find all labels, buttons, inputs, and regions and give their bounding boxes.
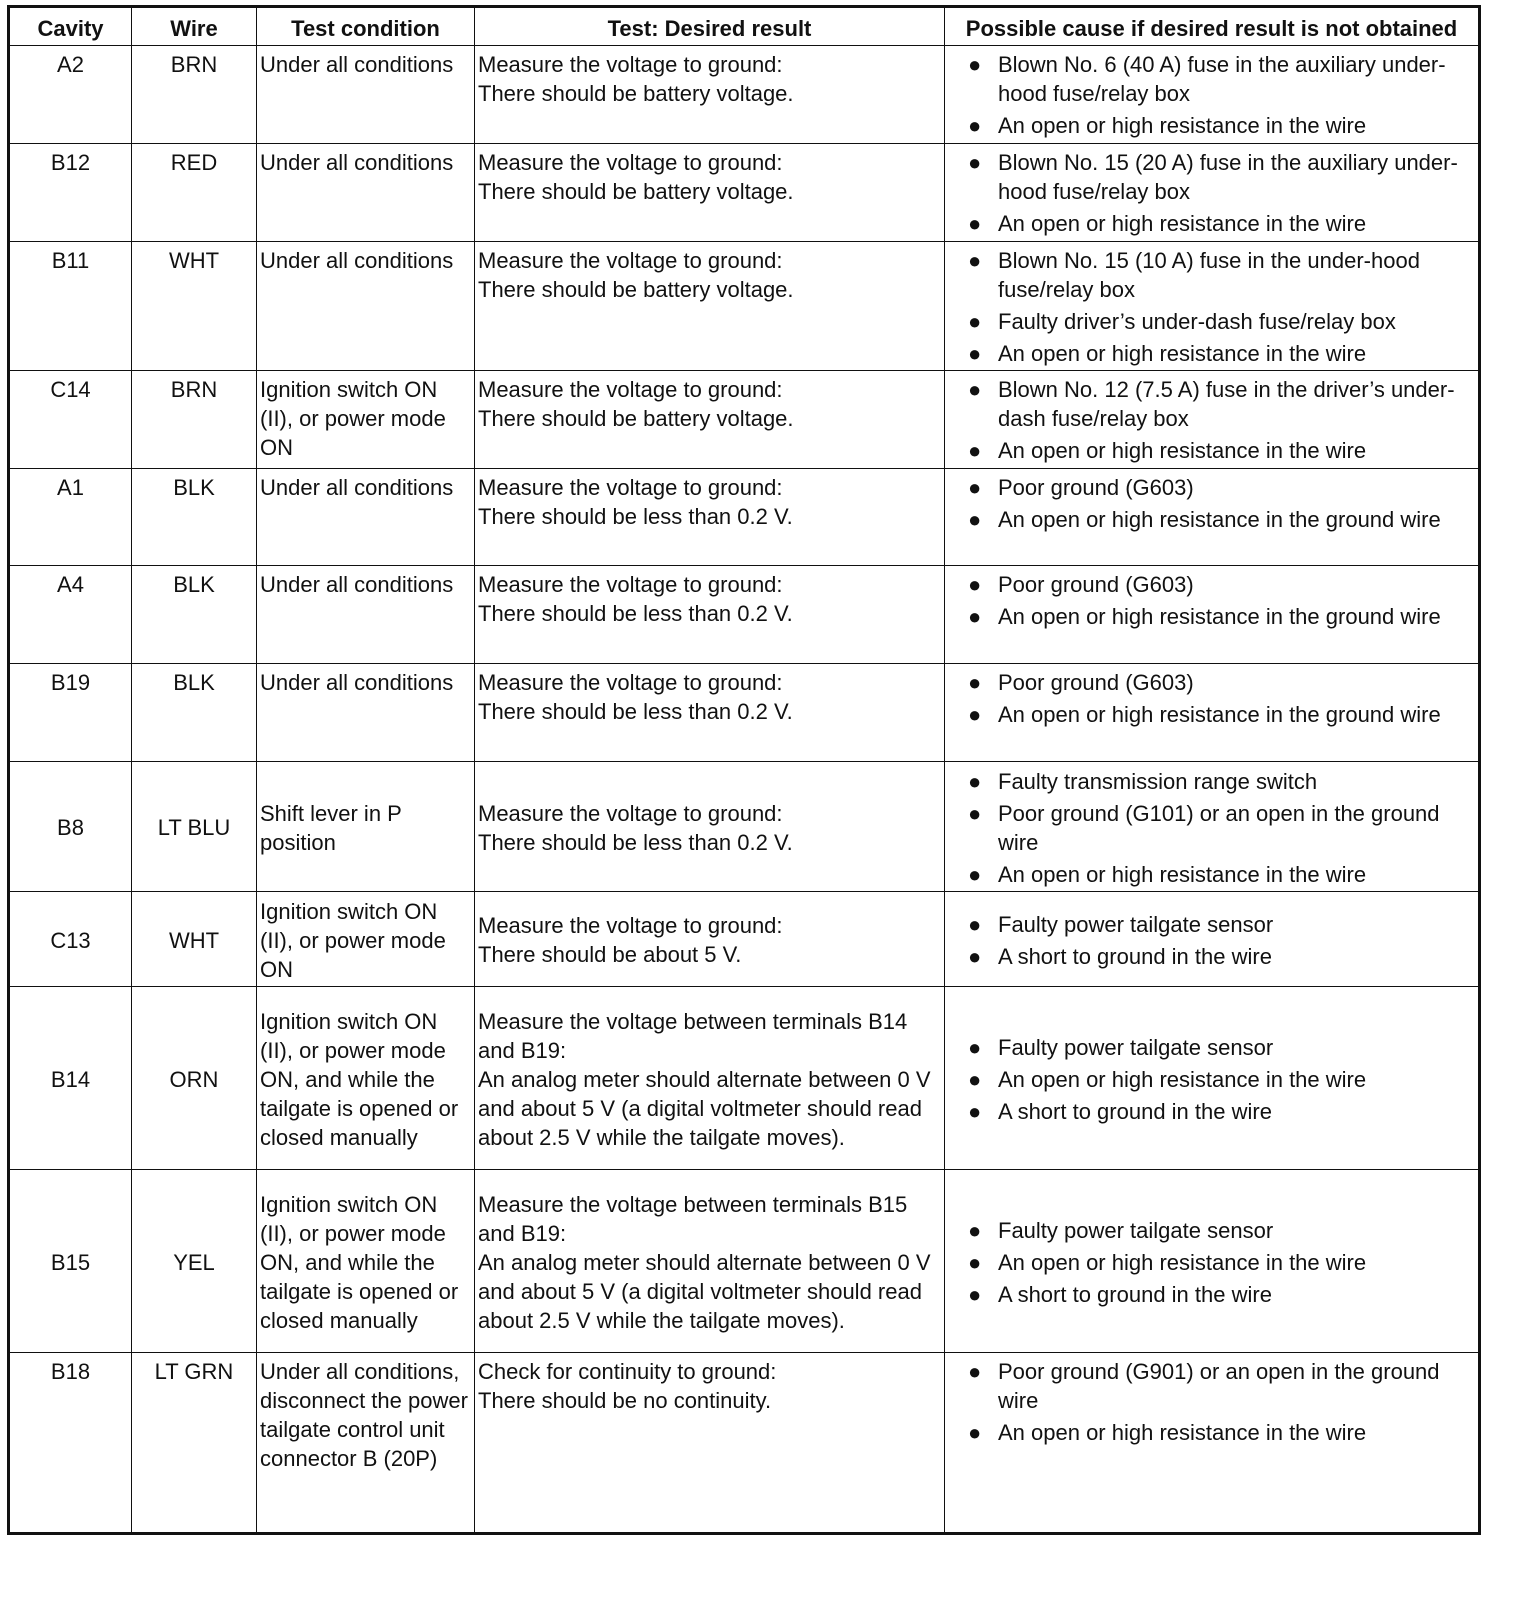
- cause-text: A short to ground in the wire: [998, 1281, 1272, 1307]
- result-line: Check for continuity to ground:: [478, 1359, 777, 1384]
- cause-list: [948, 910, 1475, 971]
- cause-list: [948, 148, 1475, 238]
- cause-text: Faulty driver’s under-dash fuse/relay box: [998, 309, 1396, 334]
- cavity-cell: A2: [9, 46, 132, 144]
- cause-item: [948, 246, 1475, 304]
- cause-text: An open or high resistance in the ground wire: [998, 604, 1441, 629]
- possible-cause-cell: [945, 1170, 1480, 1353]
- result-line: An analog meter should alternate between 0 V and about 5 V (a digital voltmeter should read about 2.5 V while the tailgate moves).: [478, 1066, 931, 1150]
- possible-cause-cell: [945, 46, 1480, 144]
- bullet-icon: ●: [968, 475, 982, 500]
- cause-text: Faulty transmission range switch: [998, 768, 1318, 794]
- wire-cell: BLK: [132, 469, 257, 566]
- cause-text: Blown No. 12 (7.5 A) fuse in the driver’s under-dash fuse/relay box: [998, 377, 1455, 431]
- table-row: [9, 46, 1480, 144]
- result-line: There should be battery voltage.: [478, 179, 794, 204]
- test-condition-cell: Ignition switch ON (II), or power mode ON: [257, 892, 475, 987]
- bullet-icon: ●: [968, 341, 982, 366]
- header-wire: Wire: [132, 7, 257, 46]
- desired-result-cell: [475, 1170, 945, 1353]
- bullet-icon: ●: [968, 911, 982, 937]
- desired-result-cell: [475, 371, 945, 469]
- cause-item: [948, 910, 1475, 939]
- desired-result-cell: [475, 242, 945, 371]
- cause-text: An open or high resistance in the ground wire: [998, 702, 1441, 727]
- cause-text: Poor ground (G901) or an open in the ground wire: [998, 1359, 1440, 1413]
- cause-item: [948, 668, 1475, 697]
- bullet-icon: ●: [968, 438, 982, 463]
- bullet-icon: ●: [968, 604, 982, 629]
- cavity-cell: B15: [9, 1170, 132, 1353]
- header-row: [9, 7, 1480, 46]
- cause-text: Poor ground (G101) or an open in the ground wire: [998, 800, 1440, 855]
- cause-item: [948, 799, 1475, 857]
- cause-item: [948, 1065, 1475, 1094]
- cause-text: An open or high resistance in the wire: [998, 113, 1367, 138]
- cavity-cell: B8: [9, 762, 132, 892]
- cause-item: [948, 860, 1475, 889]
- result-line: An analog meter should alternate between 0 V and about 5 V (a digital voltmeter should read about 2.5 V while the tailgate moves).: [478, 1249, 931, 1333]
- cause-text: A short to ground in the wire: [998, 1098, 1272, 1124]
- bullet-icon: ●: [968, 150, 982, 175]
- table-row: [9, 892, 1480, 987]
- bullet-icon: ●: [968, 52, 982, 77]
- cause-item: [948, 339, 1475, 368]
- bullet-icon: ●: [968, 800, 982, 826]
- result-line: There should be no continuity.: [478, 1388, 772, 1413]
- result-line: There should be less than 0.2 V.: [478, 601, 793, 626]
- possible-cause-cell: [945, 762, 1480, 892]
- cause-item: [948, 1097, 1475, 1126]
- header-cavity: Cavity: [9, 7, 132, 46]
- result-line: There should be less than 0.2 V.: [478, 699, 793, 724]
- cavity-cell: A1: [9, 469, 132, 566]
- test-condition-cell: Under all conditions: [257, 242, 475, 371]
- bullet-icon: ●: [968, 861, 982, 887]
- cause-item: [948, 473, 1475, 502]
- possible-cause-cell: [945, 566, 1480, 664]
- result-line: Measure the voltage between terminals B14 and B19:: [478, 1008, 908, 1063]
- wire-cell: LT GRN: [132, 1353, 257, 1534]
- desired-result-cell: [475, 664, 945, 762]
- cause-list: [948, 50, 1475, 140]
- cavity-cell: C14: [9, 371, 132, 469]
- desired-result-cell: [475, 892, 945, 987]
- cause-item: [948, 570, 1475, 599]
- table-row: [9, 566, 1480, 664]
- test-condition-cell: Under all conditions: [257, 469, 475, 566]
- bullet-icon: ●: [968, 943, 982, 969]
- cause-text: An open or high resistance in the wire: [998, 438, 1367, 463]
- wire-cell: WHT: [132, 242, 257, 371]
- cause-text: Blown No. 6 (40 A) fuse in the auxiliary under-hood fuse/relay box: [998, 52, 1446, 106]
- cause-item: [948, 1248, 1475, 1277]
- result-line: There should be about 5 V.: [478, 942, 742, 967]
- bullet-icon: ●: [968, 507, 982, 532]
- cause-text: Blown No. 15 (10 A) fuse in the under-hood fuse/relay box: [998, 248, 1420, 302]
- cause-item: [948, 1216, 1475, 1245]
- cause-text: An open or high resistance in the ground wire: [998, 507, 1441, 532]
- cause-item: [948, 767, 1475, 796]
- cause-text: Poor ground (G603): [998, 475, 1194, 500]
- cause-text: An open or high resistance in the wire: [998, 211, 1367, 236]
- possible-cause-cell: [945, 664, 1480, 762]
- result-line: There should be less than 0.2 V.: [478, 829, 793, 855]
- bullet-icon: ●: [968, 211, 982, 236]
- cause-item: [948, 307, 1475, 336]
- cause-text: Poor ground (G603): [998, 572, 1194, 597]
- cause-list: [948, 1357, 1475, 1447]
- cause-list: [948, 1216, 1475, 1309]
- bullet-icon: ●: [968, 572, 982, 597]
- bullet-icon: ●: [968, 1249, 982, 1275]
- cause-text: A short to ground in the wire: [998, 943, 1272, 969]
- cause-list: [948, 570, 1475, 631]
- result-line: Measure the voltage to ground:: [478, 150, 783, 175]
- desired-result-cell: [475, 469, 945, 566]
- cause-item: [948, 375, 1475, 433]
- test-condition-cell: Under all conditions: [257, 46, 475, 144]
- bullet-icon: ●: [968, 377, 982, 402]
- wire-cell: BLK: [132, 664, 257, 762]
- test-condition-cell: Under all conditions: [257, 664, 475, 762]
- desired-result-cell: [475, 566, 945, 664]
- cause-item: [948, 505, 1475, 534]
- cause-text: An open or high resistance in the wire: [998, 1066, 1367, 1092]
- header-desired-result: Test: Desired result: [475, 7, 945, 46]
- table-row: [9, 1353, 1480, 1534]
- result-line: Measure the voltage between terminals B15 and B19:: [478, 1191, 908, 1246]
- cause-item: [948, 700, 1475, 729]
- cause-item: [948, 1033, 1475, 1062]
- cause-text: An open or high resistance in the wire: [998, 1420, 1367, 1445]
- bullet-icon: ●: [968, 768, 982, 794]
- result-line: Measure the voltage to ground:: [478, 800, 783, 826]
- desired-result-cell: [475, 144, 945, 242]
- bullet-icon: ●: [968, 1217, 982, 1243]
- table-row: [9, 664, 1480, 762]
- result-line: Measure the voltage to ground:: [478, 475, 783, 500]
- result-line: Measure the voltage to ground:: [478, 248, 783, 273]
- cavity-cell: B12: [9, 144, 132, 242]
- possible-cause-cell: [945, 469, 1480, 566]
- bullet-icon: ●: [968, 1359, 982, 1384]
- table-row: [9, 1170, 1480, 1353]
- cause-list: [948, 767, 1475, 889]
- cause-item: [948, 1418, 1475, 1447]
- cause-item: [948, 602, 1475, 631]
- wire-cell: WHT: [132, 892, 257, 987]
- header-test-condition: Test condition: [257, 7, 475, 46]
- table-row: [9, 987, 1480, 1170]
- possible-cause-cell: [945, 371, 1480, 469]
- cause-list: [948, 668, 1475, 729]
- test-condition-cell: Ignition switch ON (II), or power mode ON: [257, 371, 475, 469]
- cause-list: [948, 1033, 1475, 1126]
- bullet-icon: ●: [968, 1281, 982, 1307]
- bullet-icon: ●: [968, 1066, 982, 1092]
- possible-cause-cell: [945, 892, 1480, 987]
- bullet-icon: ●: [968, 248, 982, 273]
- cause-text: Faulty power tailgate sensor: [998, 1034, 1274, 1060]
- cause-list: [948, 375, 1475, 465]
- cavity-cell: B14: [9, 987, 132, 1170]
- cause-text: Faulty power tailgate sensor: [998, 1217, 1274, 1243]
- cause-item: [948, 942, 1475, 971]
- connector-test-table: [7, 5, 1481, 1535]
- possible-cause-cell: [945, 1353, 1480, 1534]
- cause-text: Blown No. 15 (20 A) fuse in the auxiliary under-hood fuse/relay box: [998, 150, 1458, 204]
- bullet-icon: ●: [968, 1420, 982, 1445]
- result-line: There should be less than 0.2 V.: [478, 504, 793, 529]
- cause-list: [948, 473, 1475, 534]
- header-possible-cause: Possible cause if desired result is not obtained: [945, 7, 1480, 46]
- table-row: [9, 371, 1480, 469]
- cavity-cell: A4: [9, 566, 132, 664]
- cause-item: [948, 111, 1475, 140]
- bullet-icon: ●: [968, 1034, 982, 1060]
- wire-cell: ORN: [132, 987, 257, 1170]
- cause-text: Poor ground (G603): [998, 670, 1194, 695]
- result-line: There should be battery voltage.: [478, 277, 794, 302]
- bullet-icon: ●: [968, 1098, 982, 1124]
- bullet-icon: ●: [968, 702, 982, 727]
- result-line: There should be battery voltage.: [478, 81, 794, 106]
- possible-cause-cell: [945, 144, 1480, 242]
- desired-result-cell: [475, 46, 945, 144]
- cavity-cell: B11: [9, 242, 132, 371]
- test-condition-cell: Under all conditions, disconnect the power tailgate control unit connector B (20P): [257, 1353, 475, 1534]
- result-line: Measure the voltage to ground:: [478, 670, 783, 695]
- cause-item: [948, 209, 1475, 238]
- result-line: Measure the voltage to ground:: [478, 52, 783, 77]
- cause-item: [948, 50, 1475, 108]
- cause-item: [948, 148, 1475, 206]
- wire-cell: BRN: [132, 46, 257, 144]
- cavity-cell: B18: [9, 1353, 132, 1534]
- test-condition-cell: Under all conditions: [257, 566, 475, 664]
- wire-cell: YEL: [132, 1170, 257, 1353]
- desired-result-cell: [475, 762, 945, 892]
- cause-text: Faulty power tailgate sensor: [998, 911, 1274, 937]
- desired-result-cell: [475, 1353, 945, 1534]
- test-condition-cell: Shift lever in P position: [257, 762, 475, 892]
- cause-text: An open or high resistance in the wire: [998, 861, 1367, 887]
- test-condition-cell: Ignition switch ON (II), or power mode ON, and while the tailgate is opened or closed manually: [257, 1170, 475, 1353]
- cause-list: [948, 246, 1475, 368]
- bullet-icon: ●: [968, 113, 982, 138]
- cause-item: [948, 436, 1475, 465]
- wire-cell: RED: [132, 144, 257, 242]
- cause-text: An open or high resistance in the wire: [998, 1249, 1367, 1275]
- cause-item: [948, 1357, 1475, 1415]
- cause-text: An open or high resistance in the wire: [998, 341, 1367, 366]
- test-condition-cell: Under all conditions: [257, 144, 475, 242]
- desired-result-cell: [475, 987, 945, 1170]
- result-line: Measure the voltage to ground:: [478, 572, 783, 597]
- wire-cell: BLK: [132, 566, 257, 664]
- cause-item: [948, 1280, 1475, 1309]
- bullet-icon: ●: [968, 309, 982, 334]
- result-line: Measure the voltage to ground:: [478, 377, 783, 402]
- bullet-icon: ●: [968, 670, 982, 695]
- result-line: Measure the voltage to ground:: [478, 913, 783, 938]
- table-row: [9, 242, 1480, 371]
- cavity-cell: B19: [9, 664, 132, 762]
- wire-cell: BRN: [132, 371, 257, 469]
- wire-cell: LT BLU: [132, 762, 257, 892]
- result-line: There should be battery voltage.: [478, 406, 794, 431]
- possible-cause-cell: [945, 987, 1480, 1170]
- possible-cause-cell: [945, 242, 1480, 371]
- table-row: [9, 144, 1480, 242]
- table-row: [9, 762, 1480, 892]
- table-row: [9, 469, 1480, 566]
- cavity-cell: C13: [9, 892, 132, 987]
- test-condition-cell: Ignition switch ON (II), or power mode ON, and while the tailgate is opened or closed manually: [257, 987, 475, 1170]
